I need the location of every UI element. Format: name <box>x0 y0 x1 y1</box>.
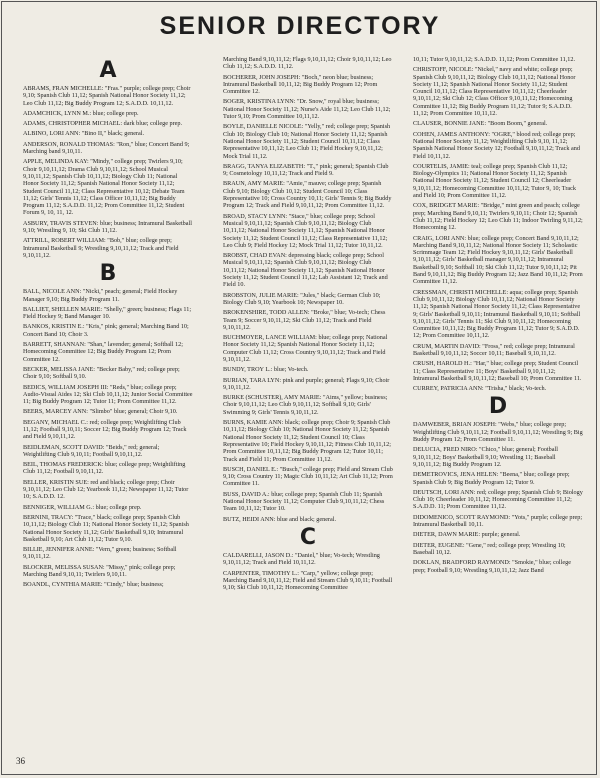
section-letter: C <box>299 524 317 550</box>
directory-entry: CLAUSER, BONNIE JANE: "Boom Boom," general. <box>413 120 548 128</box>
section-letter: B <box>99 261 117 287</box>
directory-entry: ASBURY, TRAVIS STEVEN: blue; business; Intramural Basketball 9,10; Wrestling 9, 10; Ski Club 11,12. <box>23 219 192 235</box>
directory-entry: DEUTSCH, LORI ANN: red; college prep; Spanish Club 9; Biology Club 10; Cheerleader 10,11,12; Homecoming Committee 11,12; S.A.D.D. 11; Prom Committee 11,12. <box>413 488 583 511</box>
directory-entry: BURNS, KAMIE ANN: black; college prep; Choir 9; Spanish Club 10,11,12; Biology Club 10; National Honor Society 11,12; Spanish National Honor Society 11,12; Student Council 10; Class Representative 10; Field Hockey 9,10,11,12; Fitness Club 10,11,12; Prom Committee 10,11,12; Big Buddy Program 12; Tutor 10,11; Track and Field 11; Prom Committee 11,12. <box>223 419 391 463</box>
directory-entry: BUTZ, HEIDI ANN: blue and black; general. <box>223 515 337 523</box>
directory-entry: BEIDLEMAN, SCOTT DAVID: "Beids," red; general; Weightlifting Club 9,10,11; Football 9,10,11,12. <box>23 443 160 458</box>
directory-entry: ALBINO, LORI ANN: "Bino II," black; general. <box>23 130 145 138</box>
directory-entry: ABRAMS, FRAN MICHELLE: "Fras." purple; college prep; Choir 9,10; Spanish Club 11,12; Spanish National Honor Society 11,12; Leo Club 11,12; Big Buddy Program 12; S.A.D.D. 10,11,12. <box>23 85 191 107</box>
directory-entry: COHEN, JAMES ANTHONY: "OGRE," blood red; college prep; National Honor Society 11,12; Weightlifting Club 9,10, 11,12; Spanish National Honor Society 12; Football 9,10,11,12; Track and Field 10,11,12. <box>413 130 580 160</box>
page-number: 36 <box>16 756 25 766</box>
directory-entry: CRUM, MARTIN DAVID: "Fross," red; college prep; Intramural Basketball 9,10,11,12; Soccer 10,11; Baseball 9,10,11,12. <box>413 342 575 357</box>
directory-entry: BANKOS, KRISTIN E.: "Kris," pink; general; Marching Band 10; Concert Band 10; Choir 3. <box>23 323 189 338</box>
directory-entry: DELUCIA, FRED NIRO: "Chico," blue; general; Football 9,10,11,12; Boys' Basketball 9,10; Wrestling 11; Baseball 9,10,11,12; Big Buddy Program 12. <box>413 446 558 468</box>
section-letter: A <box>99 58 117 83</box>
directory-entry: BELLER, KRISTIN SUE: red and black; college prep; Choir 9,10,11,12; Leo Club 12; Yearbook 11,12; Newspaper 11,12; Tutor 10; S.A.D.D. 12. <box>23 478 189 501</box>
directory-entry: BALL, NICOLE ANN: "Nicki," peach; general; Field Hockey Manager 9,10; Big Buddy Program 11. <box>23 288 178 303</box>
directory-entry: CRESSMAN, CHRISTI MICHELLE: aqua; college prep; Spanish Club 9,10,11,12; Biology Club 10,11,12; National Honor Society 11,12; Spanish National Honor Society 11,12; Class Representative 9; Girls' Basketball 9,10,11; Intramural Basketball 9,10,11; Softball 9,10,11,12; Girls' Tennis 11; Ski Club 9,10,11,12; Homecoming Committee 10,11,12; Big Buddy Program 11,12; Tutor 9; S.A.D.D. 12; Prom Committee 10,11,12. <box>413 288 581 340</box>
directory-entry: BEDICS, WILLIAM JOSEPH III: "Reds," blue; college prep; Audio-Visual Aides 12; Ski Club 10,11,12; Junior Social Committee 11; Big Buddy Program 12; Tutor 11; Prom Committee 11,12. <box>23 383 193 406</box>
directory-entry: BURIAN, TARA LYN: pink and purple; general; Flags 9,10; Choir 9,10,11,12. <box>223 376 390 391</box>
directory-entry: BROAD, STACY LYNN: "Stace," blue; college prep; School Musical 9,10,11,12; Spanish Club 9,10,11,12; Biology Club 10,11,12; National Honor Society 11,12; Spanish National Honor Society 11,12; Student Council 11,12; Class Representative 11,12; Leo Club 9; Field Hockey 12; Mock Trial 11,12; Tutor 10,11,12. <box>223 212 388 249</box>
directory-entry: BEGANY, MICHAEL C.: red; college prep; Weightlifting Club 11,12; Football 9,10,11; Soccer 12; Big Buddy Program 12; Track and Field 9,10,11,12. <box>23 418 187 441</box>
directory-column-3 <box>413 56 583 764</box>
section-letter: D <box>488 394 508 420</box>
directory-entry: BEERS, MARCEY ANN: "Slimbo" blue; general; Choir 9,10. <box>23 408 178 416</box>
directory-entry: ATTRILL, ROBERT WILLIAM: "Bob," blue; college prep; Intramural Basketball 9; Wrestling 9,10,11,12; Track and Field 9,10,11,12. <box>23 237 179 259</box>
directory-entry: Marching Band 9,10,11,12; Flags 9,10,11,12; Choir 9,10,11,12; Leo Club 11,12; S.A.D.D. 11,12. <box>223 56 392 71</box>
directory-entry: BOANDL, CYNTHIA MARIE: "Cindy," blue; business; <box>23 581 164 589</box>
directory-entry: DIDOMENICO, SCOTT RAYMOND: "Yots," purple; college prep; Intramural Basketball 10,11. <box>413 513 583 529</box>
directory-entry: CRAIG, LORI ANN: blue; college prep; Concert Band 9,10,11,12; Marching Band 9,10,11,12; National Honor Society 11; Scholastic Scrimmage Team 12; Field Hockey 9,10,11,12; Girls' Basketball 9,10,11,12; Girls' Basketball manager 9,10,11,12; Intramural Basketball 9,10; Softball 10; Ski Club 11,12; Tutor 9,10,11,12; Pit Band 9,10,11,12; Big Buddy Program 12; Jazz Band 10,11,12; Prom Committee 11,12. <box>413 234 583 286</box>
directory-entry: BLOCKER, MELISSA SUSAN: "Missy," pink; college prep; Marching Band 9,10,11; Twirlers 9,10,11. <box>23 563 176 579</box>
directory-entry: CRUSH, HAROLD H.: "Har," blue; college prep; Student Council 11; Class Representative 11; Boys' Basketball 9,10,11,12; Intramural Basketball 9,10,11,12; Baseball 10; Prom Committee 11. <box>413 360 582 382</box>
directory-entry: BUNDY, TROY L.: blue; Vo-tech. <box>223 366 309 374</box>
directory-entry: BUSCH, DANIEL E.: "Busch," college prep; Field and Stream Club 9,10; Cross Country 11; Magic Club 10,11,12; Art Club 11,12; Prom Committee 11. <box>223 465 393 488</box>
directory-entry: DIETER, EUGENE: "Gene," red; college prep; Wrestling 10; Baseball 10,12. <box>413 541 566 556</box>
directory-entry: BRAUN, AMY MARIE: "Amie," mauve; college prep; Spanish Club 9,10; Biology Club 10,12; Student Council 10; Class Representative 10; Cross Country 10,11; Girls' Tennis 9; Big Buddy Program 12; Track and Field 9,10,11,12; Prom Committee 11,12. <box>223 180 392 210</box>
directory-entry: DAMWEBER, BRIAN JOSEPH: "Webs," blue; college prep; Weightlifting Club 9,10,11,12; Football 9,10,11,12; Wrestling 9; Big Buddy Program 12; Prom Committee 11. <box>413 421 583 444</box>
directory-entry: BROKENSHIRE, TODD ALLEN: "Broke," blue; Vo-tech; Chess Team 9; Soccer 9,10,11,12; Ski Club 11,12; Track and Field 9,10,11,12. <box>223 309 386 331</box>
directory-entry: BUCHMOYER, LANCE WILLIAM: blue; college prep; National Honor Society 11,12; Spanish National Honor Society 11,12; Computer Club 11,12; Cross Country 9,10,11,12; Track and Field 9,10,11,12. <box>223 334 388 363</box>
directory-entry: BEIL, THOMAS FREDERICK: blue; college prep; Weightlifting Club 11,12; Football 9,10,11,12. <box>23 461 186 476</box>
directory-entry: CARPENTER, TIMOTHY L.: "Carp," yellow; college prep; Marching Band 9,10,11,12; Field and Stream Club 9,10,11; Football 9,10; Ski Club 10,11,12; Homecoming Committee <box>223 569 393 592</box>
directory-entry: BOCHERER, JOHN JOSEPH: "Boch," neon blue; business; Intramural Basketball 10,11,12; Big Buddy Program 12; Prom Committee 12. <box>223 73 378 96</box>
directory-entry: BARRETT, SHANNAN: "Shan," lavender; general; Softball 12; Homecoming Committee 12; Big Buddy Program 12; Prom Committee 12. <box>23 341 183 363</box>
directory-entry: ADAMS, CHRISTOPHER MICHAEL: dark blue; college prep. <box>23 120 183 128</box>
directory-entry: BERNINI, TRACY: "Trace," black; college prep; Spanish Club 10,11,12; Biology Club 11; National Honor Society 11,12; Spanish National Honor Society 11,12; Girls' Basketball 9,10; Intramural Basketball 9,10; Art Club 11,12; Tutor 9,10. <box>23 513 189 543</box>
directory-entry: BROBST, CHAD EVAN: depressing black; college prep; School Musical 9,10,11,12; Spanish Club 9,10,11,12; Biology Club 10,11,12; National Honor Society 11,12; Spanish National Honor Society 11,12; Student Council 11,12; Lab Assistant 12; Track and Field 10. <box>223 252 388 289</box>
page-title: SENIOR DIRECTORY <box>159 12 441 40</box>
directory-entry: BUSS, DAVID A.: blue; college prep; Spanish Club 11; Spanish National Honor Society 11,12; Computer Club 9,10,11,12; Chess Team 10,11,12; Tutor 10. <box>223 490 385 513</box>
directory-entry: CURREY, PATRICIA ANN: "Trisha," black; Vo-tech. <box>413 385 547 393</box>
directory-entry: BROBSTON, JULIE MARIE: "Jules," black; German Club 10; Biology Club 9,10; Yearbook 10; Newspaper 10. <box>223 291 381 306</box>
directory-entry: COX, BRIDGET MARIE: "Bridge," mint green and peach; college prep; Marching Band 9,10,11; Twirlers 9,10,11; Choir 12; Spanish Club 11,12; Field Hockey 12; Leo Club 11; Indoor Twirling 9,11,12; Homecoming 12. <box>413 202 583 232</box>
directory-column-1 <box>23 56 193 764</box>
directory-entry: APPLE, MELINDA KAY: "Mindy," college prep; Twirlers 9,10; Choir 9,10,11,12; Drama Club 9,10,11,12; School Musical 9,10,11,12; Spanish Club 10,11,12; Biology Club 11; National Honor Society 11,12; Spanish National Honor Society 11,12; Student Council 11,12; Class Representative 10,12; Debate Team 11,12; Girls' Tennis 11,12; Class Officer 10,11,12; Big Buddy Program 11,12; S.A.D.D. 11,12; Prom Committee 11,12; Student Forum 9, 10, 11, 12. <box>23 158 185 217</box>
directory-entry: COURTELIS, JAMIE: teal; college prep; Spanish Club 11,12; Biology-Olympics 11; National Honor Society 11,12; Spanish National Honor Society 11,12; Student Council 12; Cheerleader 9,10,11,12; Homecoming Committee 10,11,12; Tutor 9, 10; Track and Field 10; Prom Committee 11,12. <box>413 162 576 200</box>
directory-entry: DIETER, DAWN MARIE: purple; general. <box>413 531 521 539</box>
directory-entry: 10,11; Tutor 9,10,11,12; S.A.D.D. 11,12; Prom Committee 11,12. <box>413 56 576 63</box>
directory-entry: BRAGG, TANYA ELIZABETH: "T.," pink; general; Spanish Club 9; Cosmetology 10,11,12; Track and Field 9. <box>223 162 389 178</box>
directory-entry: BOGER, KRISTINA LYNN: "Dr. Snow," royal blue; business; National Honor Society 11,12; Nurse's Aide 11,12; Leo Club 11,12; Tutor 9,10; Prom Committee 10,11,12. <box>223 98 391 121</box>
directory-entry: BENNIGER, WILLIAM G.: blue; college prep. <box>23 503 142 511</box>
directory-entry: BOYLE, DANIELLE NICOLE: "Yelly," red; college prep; Spanish Club 10; Biology Club 10; National Honor Society 11,12; Spanish National Honor Society 11,12; Student Council 10,11,12; Class Representative 10,11,12; Leo Club 11; Field Hockey 9,10,11,12; Mock Trial 11,12. <box>223 123 391 160</box>
directory-entry: DEMETROVICS, JENA HELEN: "Beena," blue; college prep; Spanish Club 9; Big Buddy Program 12; Tutor 9. <box>413 471 570 486</box>
directory-column-2 <box>223 56 393 764</box>
directory-entry: BALLIET, SHELLEN MARIE: "Shelly," green; business; Flags 11; Field Hockey 9; Band Manager 10. <box>23 305 192 321</box>
directory-entry: BECKER, MELISSA JANE: "Becker Baby," red; college prep; Choir 9,10; Softball 9,10. <box>23 365 180 381</box>
directory-entry: ANDERSON, RONALD THOMAS: "Ron," blue; Concert Band 9; Marching band 9,10,11. <box>23 140 190 156</box>
directory-entry: BILLIE, JENNIFER ANNE: "Vern," green; business; Softball 9,10,11,12. <box>23 546 177 561</box>
directory-entry: ADAMCHICK, LYNN M.: blue; college prep. <box>23 109 139 117</box>
directory-entry: CHRISTOFF, NICOLE: "Nickel," navy and white; college prep; Spanish Club 9,10,11,12; Biology Club 10,11,12; National Honor Society 11,12; Spanish National Honor Society 11,12; Student Council 10,11,12; Class Representative 10,11,12; Cheerleader 9,10,11,12; Ski Club 12; Class Officer 9,10,11,12; Homecoming Committee 11,12; Big Buddy Program 11,12; Tutor 9; S.A.D.D. 11,12; Prom Committee 10,11,12. <box>413 66 576 118</box>
directory-entry: CALDARELLI, JASON D.: "Daniel," blue; Vo-tech; Wrestling 9,10,11,12; Track and Field 10,11,12. <box>223 551 380 567</box>
directory-entry: BURKE (SCHUSTER), AMY MARIE: "Aims," yellow; business; Choir 9,10,11,12; Leo Club 9,10,11,12; Softball 9,10; Girls' Swimming 9; Girls' Tennis 9,10,11,12. <box>223 394 388 416</box>
directory-entry: DOKLAN, BRADFORD RAYMOND: "Smokie," blue; college prep; Football 9,10; Wrestling 9,10,11,12; Jazz Band <box>413 559 571 574</box>
